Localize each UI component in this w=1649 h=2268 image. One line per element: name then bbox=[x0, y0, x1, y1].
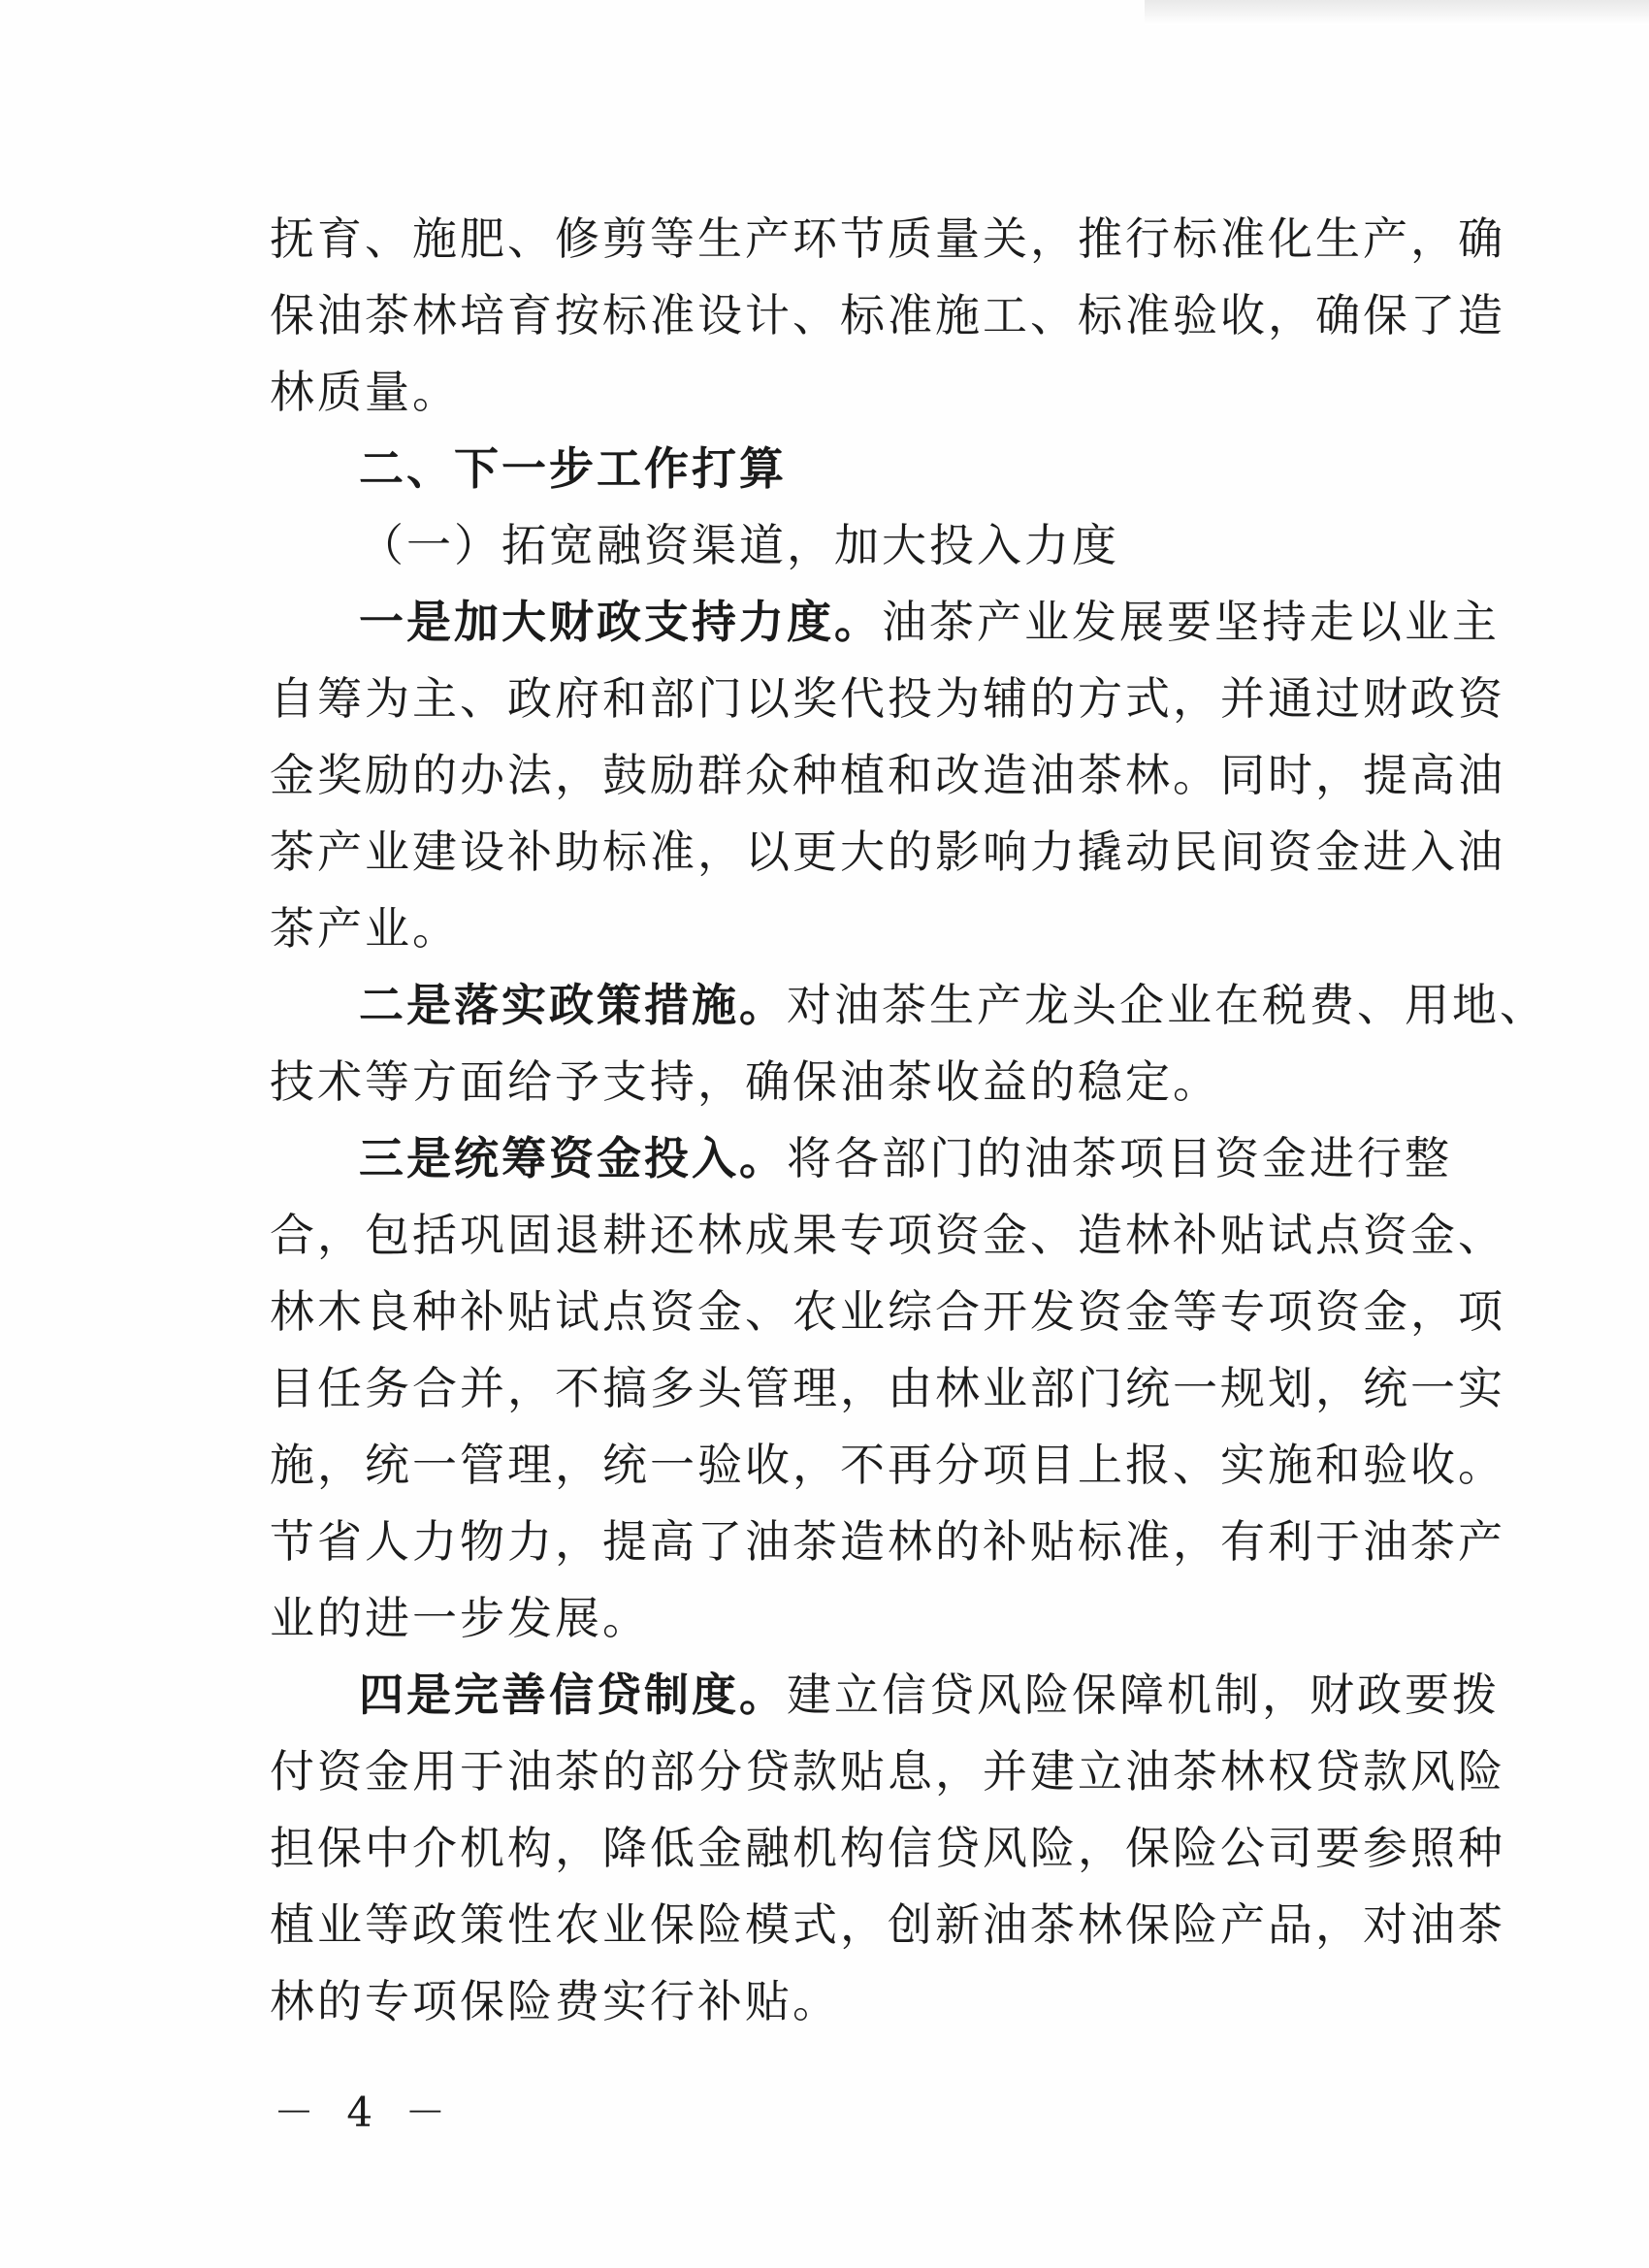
text-line: 抚育、施肥、修剪等生产环节质量关，推行标准化生产，确 bbox=[270, 212, 1505, 265]
text-line: 担保中介机构，降低金融机构信贷风险，保险公司要参照种 bbox=[270, 1822, 1505, 1874]
paragraph-first-line bbox=[270, 1123, 1452, 1193]
text-line: 林的专项保险费实行补贴。 bbox=[270, 1975, 840, 2027]
paragraph-text: 对油茶生产龙头企业在税费、用地、 bbox=[787, 979, 1547, 1031]
paragraph-first-line bbox=[270, 587, 1500, 657]
text-line: 施，统一管理，统一验收，不再分项目上报、实施和验收。 bbox=[270, 1439, 1505, 1491]
paragraph-first-line bbox=[270, 970, 1547, 1040]
paragraph-text: 油茶产业发展要坚持走以业主 bbox=[882, 596, 1500, 648]
text-line: 保油茶林培育按标准设计、标准施工、标准验收，确保了造 bbox=[270, 289, 1505, 341]
text-line: 林质量。 bbox=[270, 366, 460, 418]
text-line: 茶产业建设补助标准，以更大的影响力撬动民间资金进入油 bbox=[270, 826, 1505, 878]
paragraph-first-line bbox=[270, 1660, 1500, 1730]
text-line: 茶产业。 bbox=[270, 902, 460, 955]
text-line: 技术等方面给予支持，确保油茶收益的稳定。 bbox=[270, 1055, 1220, 1108]
section-heading: 二、下一步工作打算 bbox=[359, 442, 787, 495]
text-line: 业的进一步发展。 bbox=[270, 1592, 650, 1644]
paragraph-lead: 一是加大财政支持力度。 bbox=[359, 596, 882, 648]
paragraph-lead: 四是完善信贷制度。 bbox=[359, 1669, 787, 1721]
scan-edge-shadow bbox=[1145, 0, 1649, 25]
paragraph-lead: 三是统筹资金投入。 bbox=[359, 1132, 787, 1184]
text-line: 节省人力物力，提高了油茶造林的补贴标准，有利于油茶产 bbox=[270, 1515, 1505, 1568]
paragraph-text: 将各部门的油茶项目资金进行整 bbox=[787, 1132, 1452, 1184]
text-line: 金奖励的办法，鼓励群众种植和改造油茶林。同时，提高油 bbox=[270, 749, 1505, 801]
subsection-heading: （一）拓宽融资渠道，加大投入力度 bbox=[359, 519, 1119, 571]
text-line: 自筹为主、政府和部门以奖代投为辅的方式，并通过财政资 bbox=[270, 672, 1505, 725]
text-line: 目任务合并，不搞多头管理，由林业部门统一规划，统一实 bbox=[270, 1362, 1505, 1414]
paragraph-text: 建立信贷风险保障机制，财政要拨 bbox=[787, 1669, 1500, 1721]
paragraph-lead: 二是落实政策措施。 bbox=[359, 979, 787, 1031]
text-line: 植业等政策性农业保险模式，创新油茶林保险产品，对油茶 bbox=[270, 1898, 1505, 1951]
text-line: 林木良种补贴试点资金、农业综合开发资金等专项资金，项 bbox=[270, 1285, 1505, 1338]
text-line: 合，包括巩固退耕还林成果专项资金、造林补贴试点资金、 bbox=[270, 1209, 1505, 1261]
page-number: － 4 － bbox=[274, 2089, 456, 2136]
text-line: 付资金用于油茶的部分贷款贴息，并建立油茶林权贷款风险 bbox=[270, 1745, 1505, 1798]
